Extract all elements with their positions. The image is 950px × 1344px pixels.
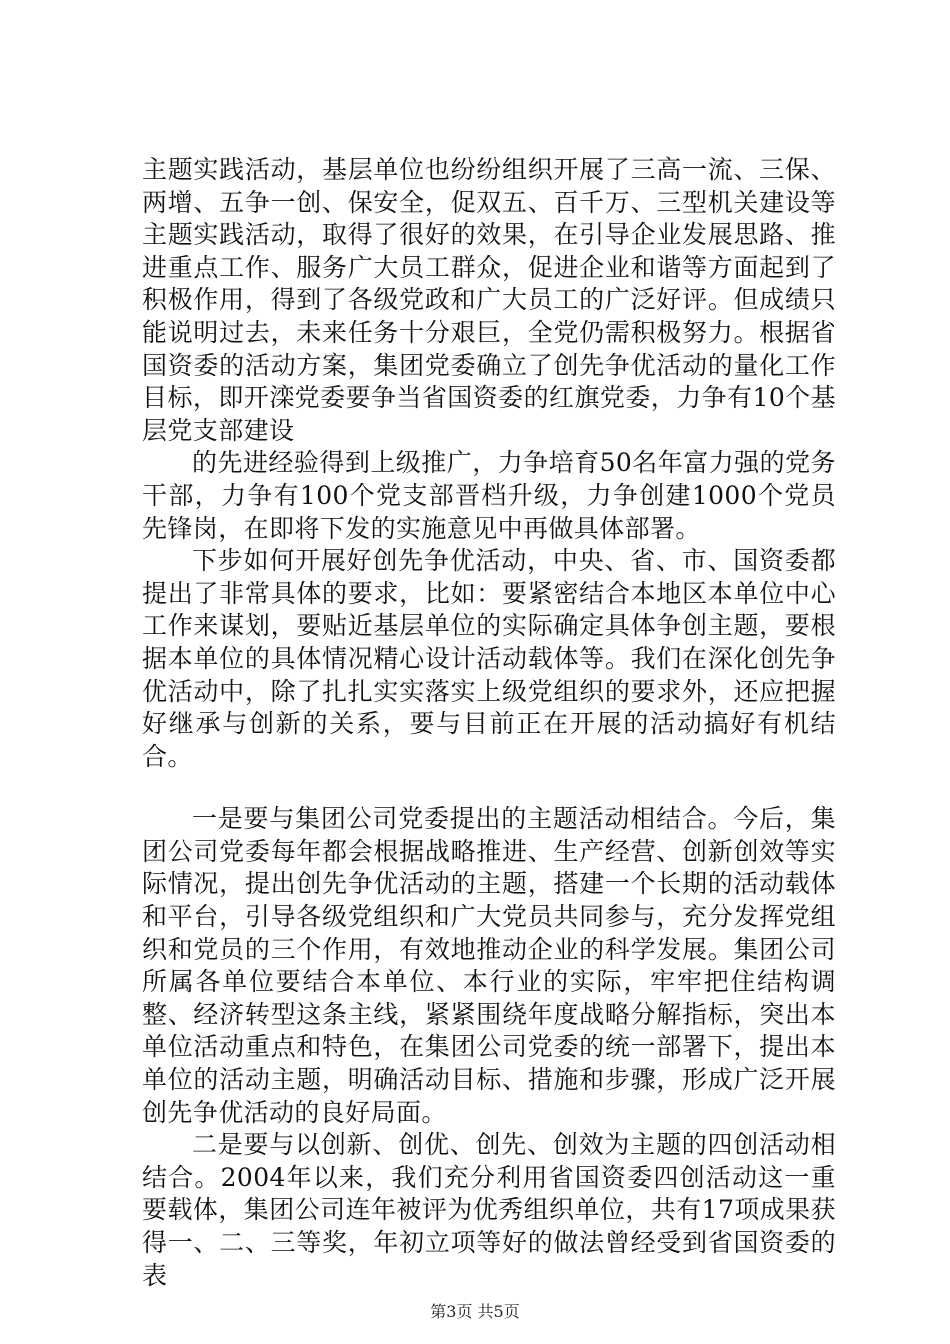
paragraph-3: 下步如何开展好创先争优活动，中央、省、市、国资委都提出了非常具体的要求，比如：要紧密结合本地区本单位中心工作来谋划，要贴近基层单位的实际确定具体争创主题，要根据本单位的具体情况精心设计活动载体等。我们在深化创先争优活动中，除了扎扎实实落实上级党组织的要求外，还应把握好继承与创新的关系，要与目前正在开展的活动搞好有机结合。 (142, 546, 836, 771)
paragraph-2: 的先进经验得到上级推广，力争培育50名年富力强的党务干部，力争有100个党支部晋档升级，力争创建1000个党员先锋岗，在即将下发的实施意见中再做具体部署。 (142, 448, 836, 543)
document-body (142, 154, 836, 1292)
paragraph-1: 主题实践活动，基层单位也纷纷组织开展了三高一流、三保、两增、五争一创、保安全，促双五、百千万、三型机关建设等主题实践活动，取得了很好的效果，在引导企业发展思路、推进重点工作、服务广大员工群众，促进企业和谐等方面起到了积极作用，得到了各级党政和广大员工的广泛好评。但成绩只能说明过去，未来任务十分艰巨，全党仍需积极努力。根据省国资委的活动方案，集团党委确立了创先争优活动的量化工作目标，即开滦党委要争当省国资委的红旗党委，力争有10个基层党支部建设 (142, 155, 836, 445)
paragraph-5: 二是要与以创新、创优、创先、创效为主题的四创活动相结合。2004年以来，我们充分利用省国资委四创活动这一重要载体，集团公司连年被评为优秀组织单位，共有17项成果获得一、二、三等奖，年初立项等好的做法曾经受到省国资委的表 (142, 1130, 836, 1290)
page-number-footer: 第3页 共5页 (430, 1302, 520, 1321)
paragraph-4: 一是要与集团公司党委提出的主题活动相结合。今后，集团公司党委每年都会根据战略推进、生产经营、创新创效等实际情况，提出创先争优活动的主题，搭建一个长期的活动载体和平台，引导各级党组织和广大党员共同参与，充分发挥党组织和党员的三个作用，有效地推动企业的科学发展。集团公司所属各单位要结合本单位、本行业的实际，牢牢把住结构调整、经济转型这条主线，紧紧围绕年度战略分解指标，突出本单位活动重点和特色，在集团公司党委的统一部署下，提出本单位的活动主题，明确活动目标、措施和步骤，形成广泛开展创先争优活动的良好局面。 (142, 804, 836, 1127)
